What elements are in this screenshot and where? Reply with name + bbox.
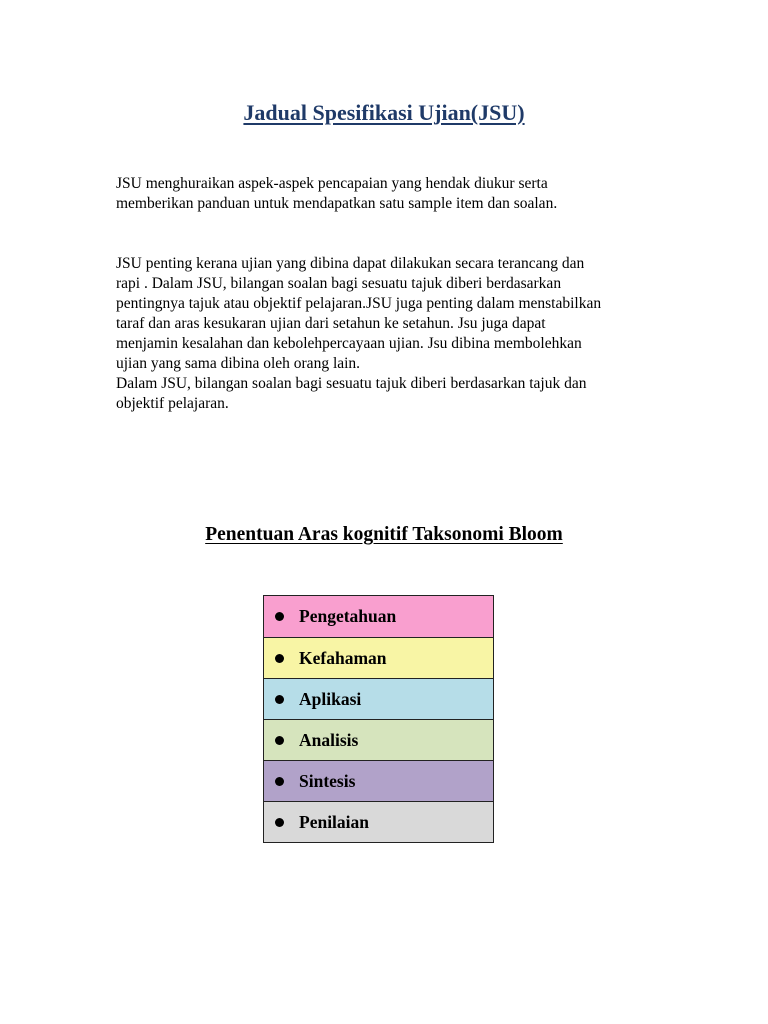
importance-line: objektif pelajaran.: [116, 395, 229, 412]
bloom-level-label: Sintesis: [299, 770, 356, 791]
intro-line: JSU menghuraikan aspek-aspek pencapaian yang hendak diukur serta: [116, 175, 548, 192]
importance-line: pentingnya tajuk atau objektif pelajaran.JSU juga penting dalam menstabilkan: [116, 295, 602, 312]
bloom-level-row: [264, 719, 493, 760]
bullet-icon: [275, 612, 284, 621]
bloom-level-label: Pengetahuan: [299, 606, 397, 626]
bloom-level-row: [264, 678, 493, 719]
intro-line: memberikan panduan untuk mendapatkan satu sample item dan soalan.: [116, 195, 558, 212]
importance-line: rapi . Dalam JSU, bilangan soalan bagi sesuatu tajuk diberi berdasarkan: [116, 275, 562, 292]
importance-line: JSU penting kerana ujian yang dibina dapat dilakukan secara terancang dan: [116, 255, 585, 272]
bloom-level-row: [264, 637, 493, 678]
section-title: Penentuan Aras kognitif Taksonomi Bloom: [205, 524, 563, 545]
bullet-icon: [275, 654, 284, 663]
bloom-level-label: Kefahaman: [299, 647, 387, 668]
importance-line: Dalam JSU, bilangan soalan bagi sesuatu tajuk diberi berdasarkan tajuk dan: [116, 375, 587, 392]
bloom-level-label: Aplikasi: [299, 688, 362, 709]
bullet-icon: [275, 695, 284, 704]
bullet-icon: [275, 777, 284, 786]
bloom-level-row: [264, 760, 493, 801]
bloom-level-label: Analisis: [299, 729, 359, 750]
importance-paragraph: [116, 254, 661, 414]
bloom-level-row: [264, 801, 493, 842]
page-title: Jadual Spesifikasi Ujian(JSU): [243, 100, 525, 125]
bloom-level-label: Penilaian: [299, 811, 370, 832]
importance-line: menjamin kesalahan dan kebolehpercayaan ujian. Jsu dibina membolehkan: [116, 335, 582, 352]
importance-line: ujian yang sama dibina oleh orang lain.: [116, 355, 361, 372]
bullet-icon: [275, 736, 284, 745]
bullet-icon: [275, 818, 284, 827]
intro-paragraph: [116, 174, 661, 214]
importance-line: taraf dan aras kesukaran ujian dari setahun ke setahun. Jsu juga dapat: [116, 315, 546, 332]
bloom-levels-table: [263, 595, 494, 843]
bloom-level-row: [264, 596, 493, 637]
